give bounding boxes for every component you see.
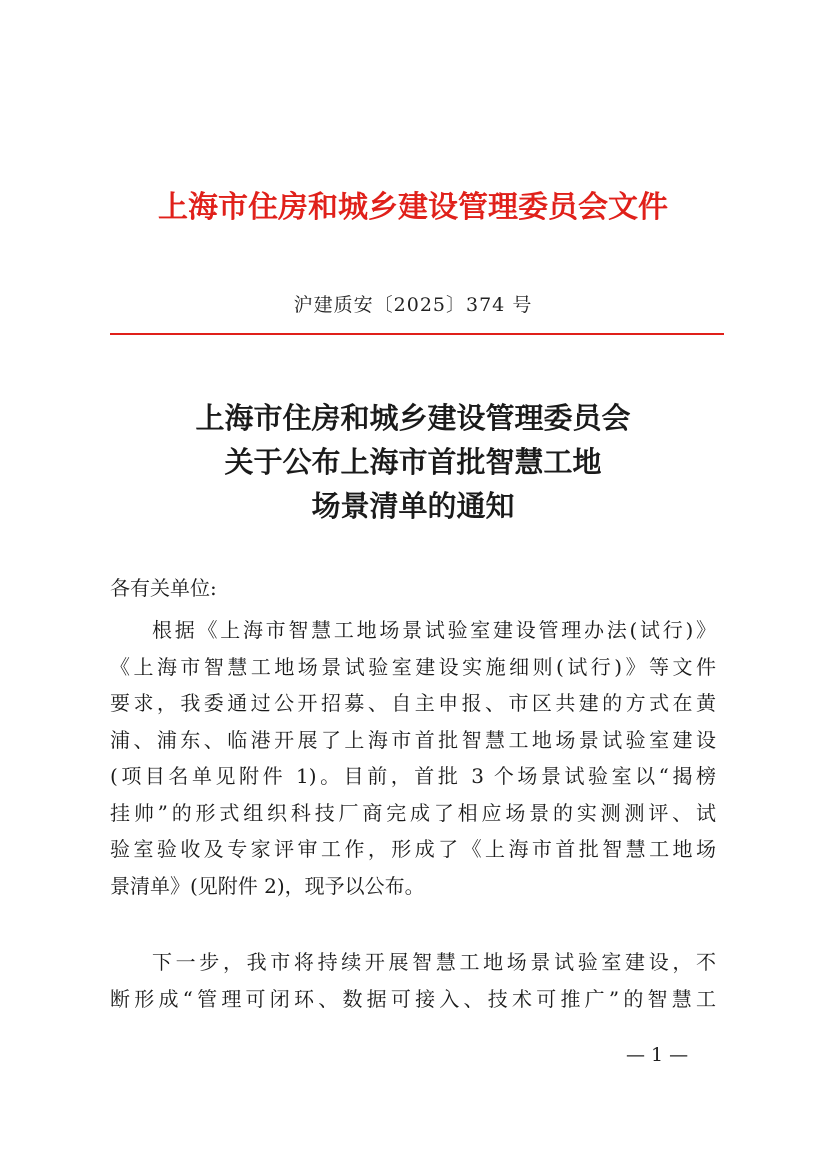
document-title xyxy=(0,396,826,528)
paragraph-line: 景清单》(见附件 2)，现予以公布。 xyxy=(110,873,425,898)
paragraph-line: 下一步，我市将持续开展智慧工地场景试验室建设，不 xyxy=(152,950,716,974)
title-line: 关于公布上海市首批智慧工地 xyxy=(224,445,602,479)
paragraph-line: 《上海市智慧工地场景试验室建设实施细则(试行)》等文件 xyxy=(110,654,716,679)
body-paragraph xyxy=(110,944,716,1017)
paragraph-line: 根据《上海市智慧工地场景试验室建设管理办法(试行)》 xyxy=(152,618,716,642)
salutation: 各有关单位: xyxy=(110,576,217,600)
page-number: — 1 — xyxy=(626,1044,689,1066)
document-number: 沪建质安〔2025〕374 号 xyxy=(293,294,533,316)
paragraph-line: 要求，我委通过公开招募、自主申报、市区共建的方式在黄 xyxy=(110,691,716,715)
title-line: 上海市住房和城乡建设管理委员会 xyxy=(195,401,631,435)
paragraph-line: 浦、浦东、临港开展了上海市首批智慧工地场景试验室建设 xyxy=(110,727,716,752)
paragraph-line: 断形成“管理可闭环、数据可接入、技术可推广”的智慧工 xyxy=(110,986,716,1011)
body-paragraph xyxy=(110,612,716,904)
paragraph-line: 挂帅”的形式组织科技厂商完成了相应场景的实测测评、试 xyxy=(110,800,716,825)
paragraph-line: 验室验收及专家评审工作，形成了《上海市首批智慧工地场 xyxy=(110,837,716,861)
paragraph-line: (项目名单见附件 1)。目前，首批 3 个场景试验室以“揭榜 xyxy=(110,764,716,788)
red-divider xyxy=(110,333,724,335)
masthead: 上海市住房和城乡建设管理委员会文件 xyxy=(158,190,668,225)
title-line: 场景清单的通知 xyxy=(311,489,515,523)
